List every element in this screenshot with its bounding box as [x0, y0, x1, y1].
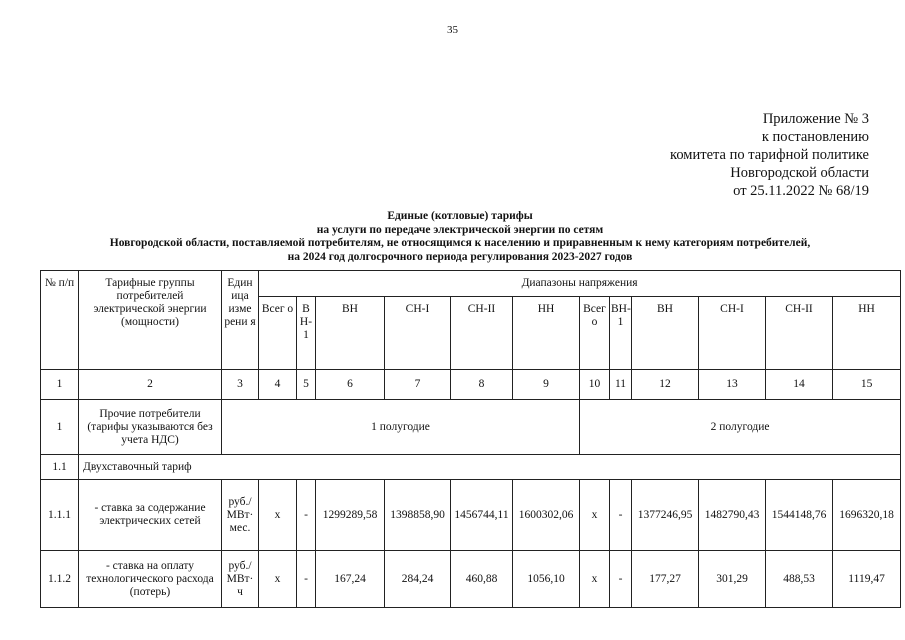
row-value: 1119,47 — [833, 551, 901, 608]
header-num: № п/п — [41, 271, 79, 370]
header-col: НН — [513, 297, 580, 370]
title-line: на 2024 год долгосрочного периода регулирования 2023-2027 годов — [287, 250, 633, 263]
col-number: 11 — [610, 370, 632, 400]
col-number: 13 — [699, 370, 766, 400]
header-col: Всег о — [580, 297, 610, 370]
annex-line: комитета по тарифной политике — [670, 147, 869, 163]
col-number: 4 — [259, 370, 297, 400]
row-value: - — [297, 480, 316, 551]
row-value: 1482790,43 — [699, 480, 766, 551]
row-value: 177,27 — [632, 551, 699, 608]
title-line: Новгородской области, поставляемой потребителям, не относящимся к населению и приравненным к нему категориям потребителей, — [109, 237, 811, 249]
header-col: ВН- 1 — [610, 297, 632, 370]
row-value: 301,29 — [699, 551, 766, 608]
row-value: 460,88 — [451, 551, 513, 608]
annex-line: от 25.11.2022 № 68/19 — [733, 183, 869, 199]
header-col: ВН — [316, 297, 385, 370]
col-number: 15 — [833, 370, 901, 400]
row-value: 1456744,11 — [451, 480, 513, 551]
header-col: В Н- 1 — [297, 297, 316, 370]
row-value: 1696320,18 — [833, 480, 901, 551]
col-number: 1 — [41, 370, 79, 400]
header-group: Тарифные группы потребителей электрической энергии (мощности) — [79, 271, 222, 370]
half-year-2: 2 полугодие — [580, 400, 901, 455]
annex-line: Приложение № 3 — [762, 111, 869, 127]
subsection-label: Двухставочный тариф — [79, 455, 901, 480]
col-number: 6 — [316, 370, 385, 400]
row-unit: руб./ МВт· мес. — [222, 480, 259, 551]
row-value: х — [580, 551, 610, 608]
annex-block — [670, 110, 869, 200]
row-value: х — [259, 551, 297, 608]
col-number: 8 — [451, 370, 513, 400]
row-num: 1.1.1 — [41, 480, 79, 551]
header-col: НН — [833, 297, 901, 370]
header-col: СН-I — [699, 297, 766, 370]
half-year-1: 1 полугодие — [222, 400, 580, 455]
header-unit: Един ица изме рени я — [222, 271, 259, 370]
row-value: 1299289,58 — [316, 480, 385, 551]
subsection-num: 1.1 — [41, 455, 79, 480]
row-value: 1398858,90 — [385, 480, 451, 551]
col-number: 2 — [79, 370, 222, 400]
row-value: 284,24 — [385, 551, 451, 608]
col-number: 5 — [297, 370, 316, 400]
row-value: 1600302,06 — [513, 480, 580, 551]
header-col: СН-II — [451, 297, 513, 370]
col-number: 14 — [766, 370, 833, 400]
header-col: СН-I — [385, 297, 451, 370]
row-num: 1.1.2 — [41, 551, 79, 608]
section-num: 1 — [41, 400, 79, 455]
row-value: 488,53 — [766, 551, 833, 608]
col-number: 10 — [580, 370, 610, 400]
row-value: - — [610, 551, 632, 608]
title-line: Единые (котловые) тарифы — [387, 210, 533, 222]
header-col: СН-II — [766, 297, 833, 370]
row-value: х — [259, 480, 297, 551]
annex-line: к постановлению — [761, 129, 869, 145]
title-line: на услуги по передаче электрической энергии по сетям — [316, 223, 604, 236]
document-title — [40, 210, 880, 264]
row-unit: руб./ МВт· ч — [222, 551, 259, 608]
row-value: 167,24 — [316, 551, 385, 608]
col-number: 7 — [385, 370, 451, 400]
row-label: - ставка за содержание электрических сетей — [79, 480, 222, 551]
row-value: 1544148,76 — [766, 480, 833, 551]
col-number: 9 — [513, 370, 580, 400]
col-number: 12 — [632, 370, 699, 400]
section-label: Прочие потребители (тарифы указываются без учета НДС) — [79, 400, 222, 455]
row-label: - ставка на оплату технологического расхода (потерь) — [79, 551, 222, 608]
row-value: х — [580, 480, 610, 551]
col-number: 3 — [222, 370, 259, 400]
row-value: - — [610, 480, 632, 551]
header-voltage-ranges: Диапазоны напряжения — [259, 271, 901, 297]
header-col: Всег о — [259, 297, 297, 370]
row-value: 1056,10 — [513, 551, 580, 608]
row-value: - — [297, 551, 316, 608]
tariff-table — [40, 270, 901, 608]
page-number: 35 — [447, 24, 458, 36]
row-value: 1377246,95 — [632, 480, 699, 551]
header-col: ВН — [632, 297, 699, 370]
annex-line: Новгородской области — [730, 165, 869, 181]
